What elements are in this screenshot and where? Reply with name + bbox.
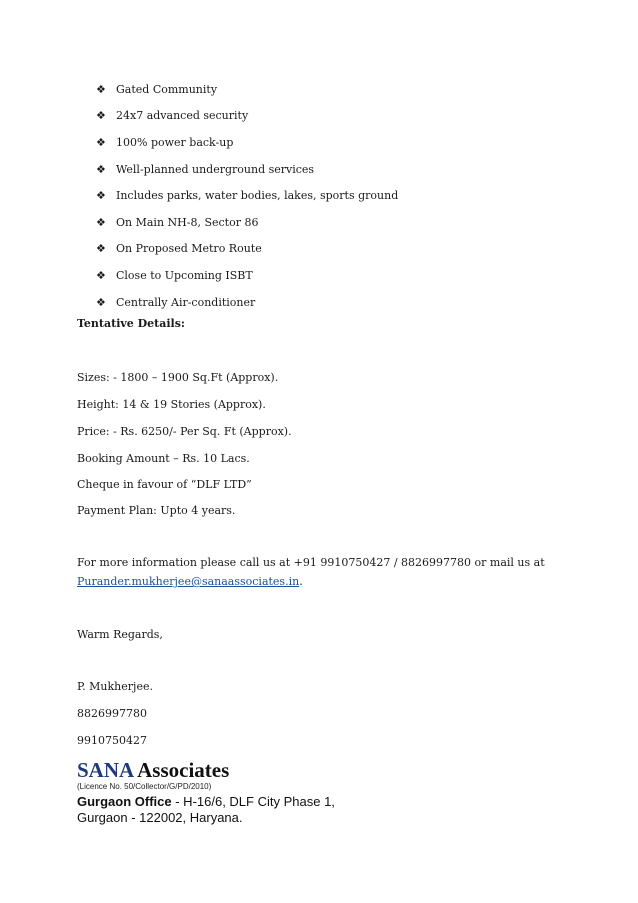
office-address-line-1: Gurgaon Office - H-16/6, DLF City Phase 1, [77,794,335,809]
email-link[interactable]: Purander.mukherjee@sanaassociates.in [77,575,300,588]
phone-1: 8826997780 [77,707,147,720]
signatory-name: P. Mukherjee. [77,680,153,693]
tentative-heading: Tentative Details: [77,317,185,330]
list-item: ❖ 100% power back-up [96,135,234,149]
list-item: ❖ Close to Upcoming ISBT [96,268,253,282]
phone-2: 9910750427 [77,734,147,747]
list-item: ❖ Well-planned underground services [96,162,315,176]
diamond-bullet-icon: ❖ [96,82,106,96]
contact-email-line: Purander.mukherjee@sanaassociates.in. [77,575,303,588]
diamond-bullet-icon: ❖ [96,162,106,176]
company-name: SANA Associates [77,758,230,782]
licence-number: (Licence No. 50/Collector/G/PD/2010) [77,782,212,791]
booking-line: Booking Amount – Rs. 10 Lacs. [77,452,250,465]
price-line: Price: - Rs. 6250/- Per Sq. Ft (Approx). [77,425,292,438]
diamond-bullet-icon: ❖ [96,109,106,123]
diamond-bullet-icon: ❖ [96,268,106,282]
contact-line: For more information please call us at +91 9910750427 / 8826997780 or mail us at [77,556,545,569]
list-item: ❖ On Proposed Metro Route [96,242,262,256]
cheque-line: Cheque in favour of “DLF LTD” [77,478,252,491]
diamond-bullet-icon: ❖ [96,135,106,149]
height-line: Height: 14 & 19 Stories (Approx). [77,398,266,411]
feature-list [96,76,398,315]
list-item: ❖ Centrally Air-conditioner [96,295,256,309]
diamond-bullet-icon: ❖ [96,215,106,229]
diamond-bullet-icon: ❖ [96,295,106,309]
list-item: ❖ 24x7 advanced security [96,109,249,123]
sizes-line: Sizes: - 1800 – 1900 Sq.Ft (Approx). [77,371,279,384]
payment-line: Payment Plan: Upto 4 years. [77,504,236,517]
diamond-bullet-icon: ❖ [96,242,106,256]
regards-line: Warm Regards, [77,628,163,641]
diamond-bullet-icon: ❖ [96,189,106,203]
list-item: ❖ On Main NH-8, Sector 86 [96,215,259,229]
list-item: ❖ Gated Community [96,82,218,96]
office-address-line-2: Gurgaon - 122002, Haryana. [77,810,243,825]
list-item: ❖ Includes parks, water bodies, lakes, sports ground [96,189,399,203]
